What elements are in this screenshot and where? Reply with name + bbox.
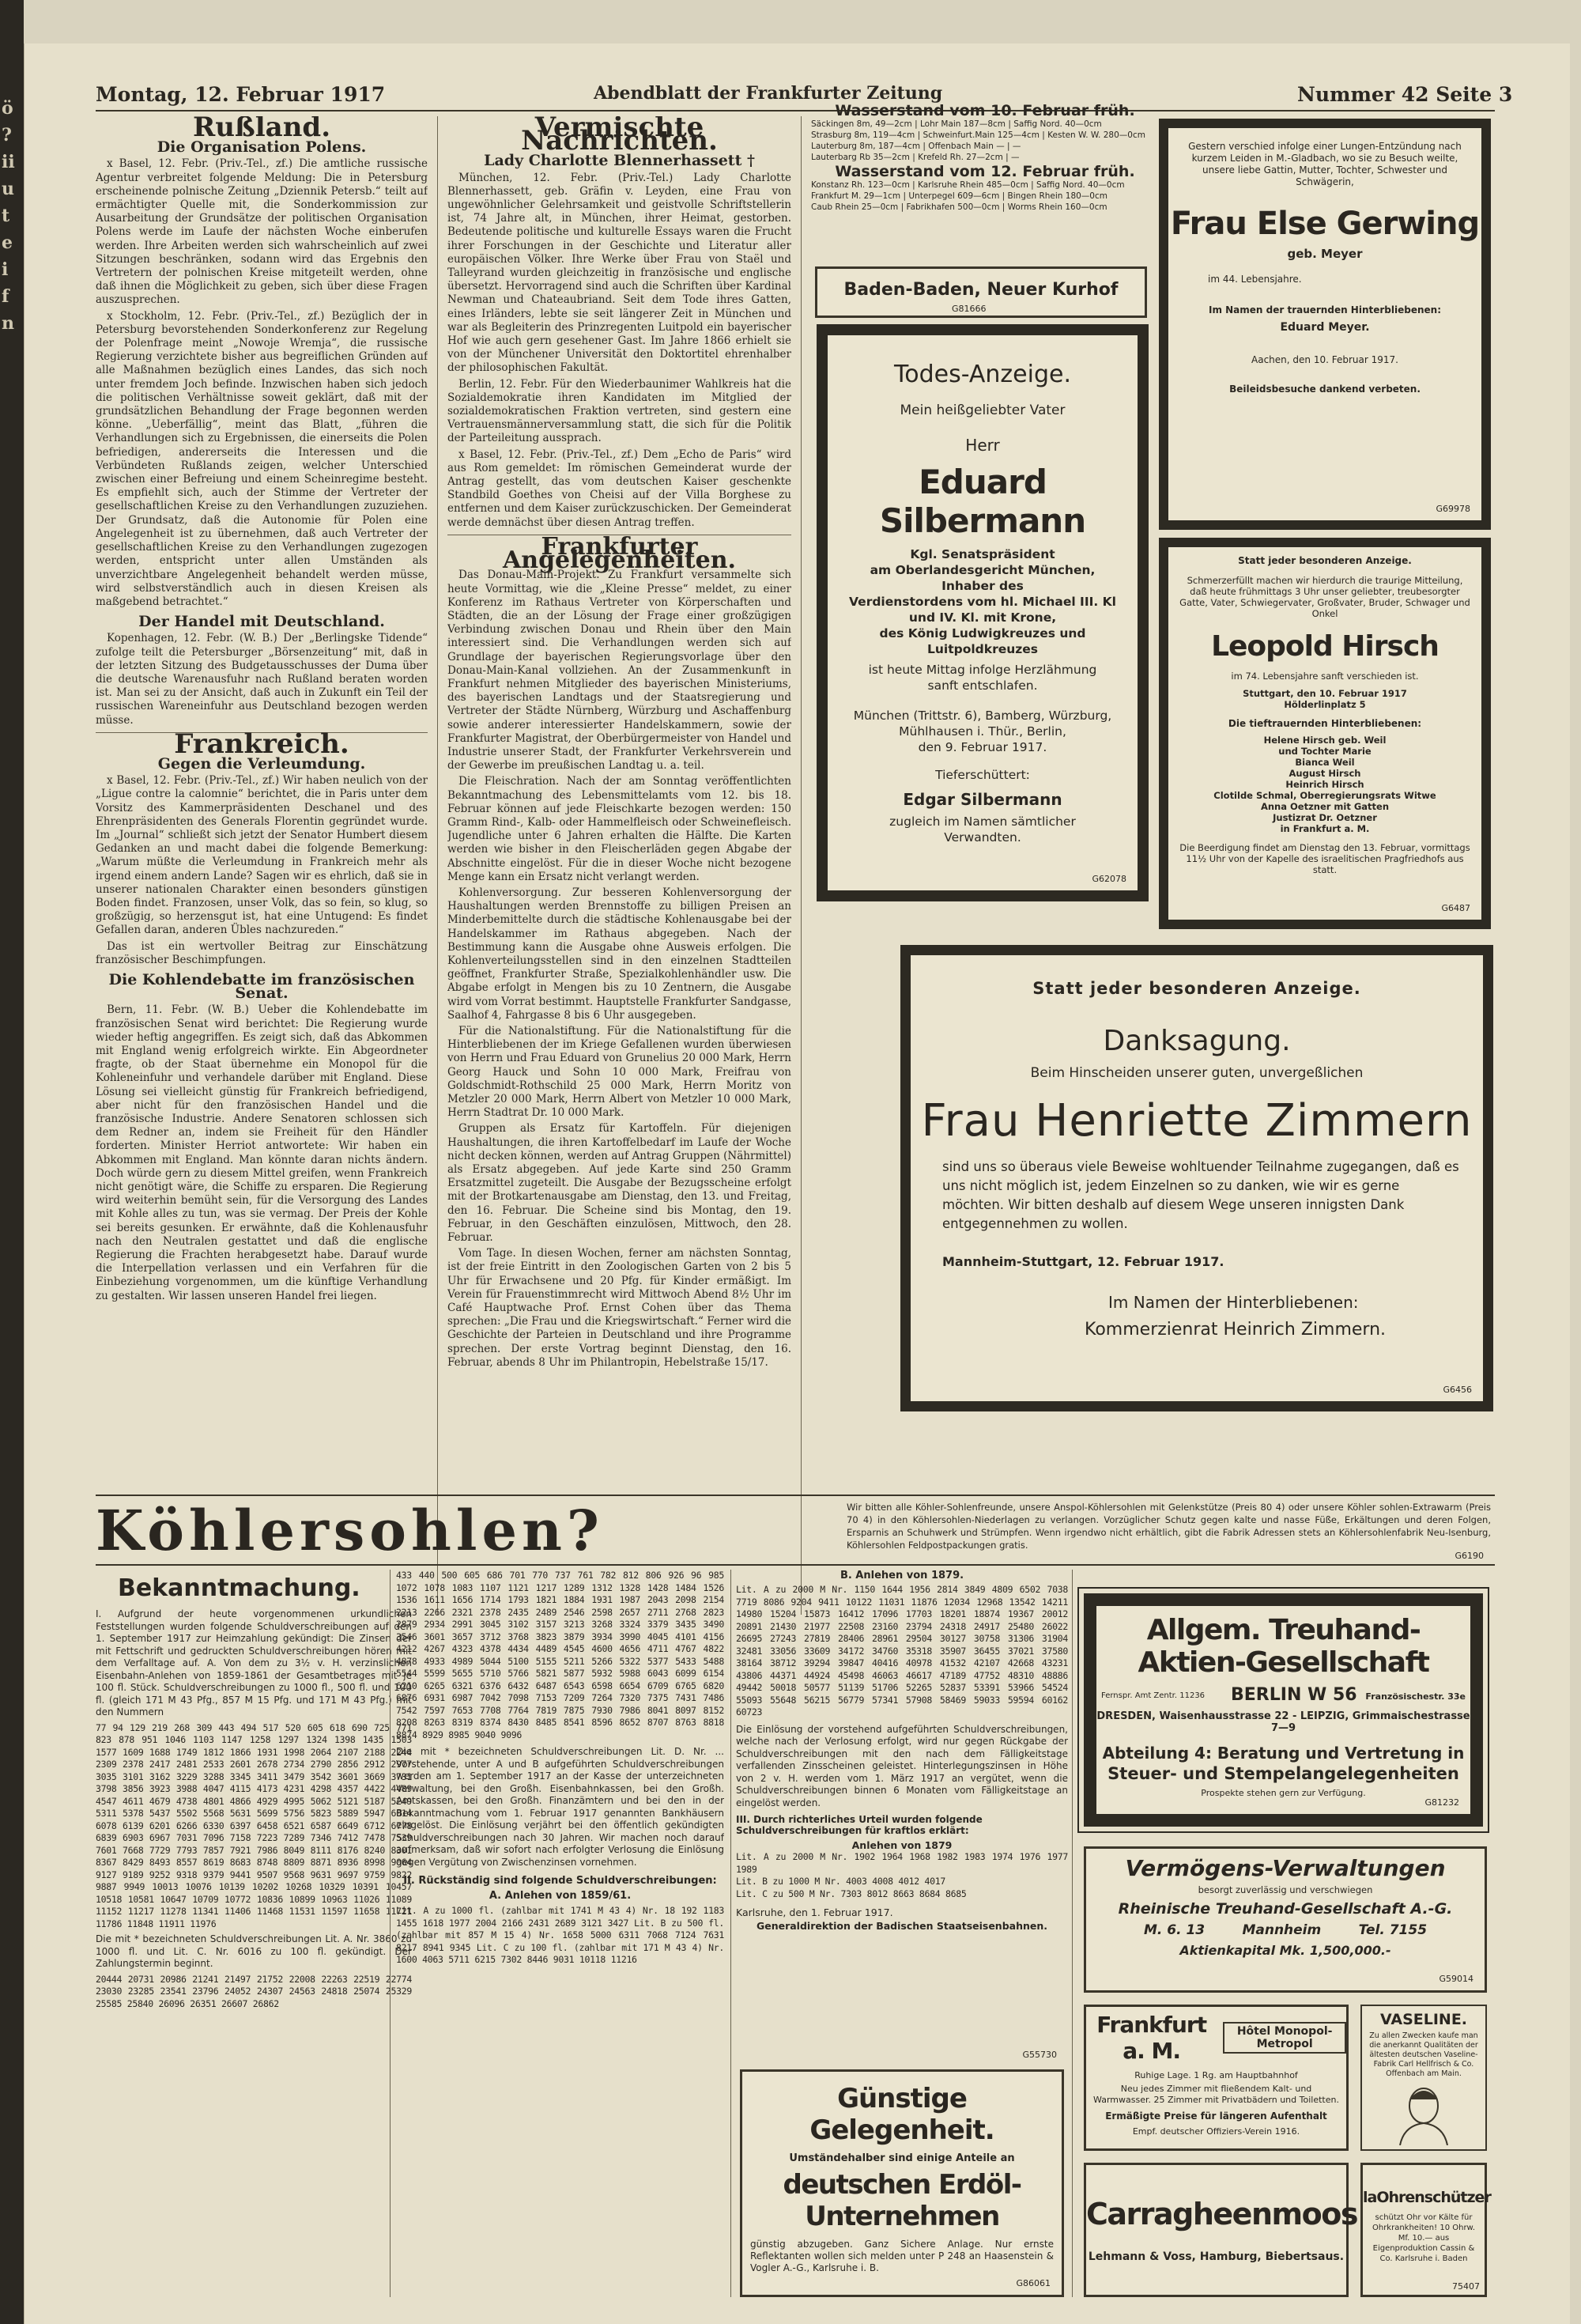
- ad-body: Wir bitten alle Köhler-Sohlenfreunde, unsere Anspol-Köhlersohlen mit Gelenkstütze (Preis 80 4) oder unsere Köhler sohlen-Extrawarm (Preis 70 4) in den Köhlersohlen-Niederlagen zu verlangen. Vorzüglicher Schutz gegen kalte und nasse Füße, Erkältungen und deren Folgen, Ersparnis an Schuhwerk und Strümpfen. Wenn irgendwo nicht erhältlich, gibt die Fabrik Adressen stets an Köhlersohlenfabrik Neu-Isenburg, Köhlersohlen Feldpostpackungen gratis.: [847, 1502, 1491, 1551]
- ad-title: Danksagung.: [1103, 1025, 1291, 1057]
- article-paragraph: Bern, 11. Febr. (W. B.) Ueber die Kohlendebatte im französischen Senat wird berichtet: Die Regierung wurde wieder heftig angegriffen. Es zeigt sich, daß das Abkommen mit England wenig erfolgreich wirkte. Ein Abgeordneter fragte, ob der Staat übernehme ein Monopol für die Kohleneinfuhr und verhandele darüber mit England. Diese Lösung sei vielleicht günstig für Frankreich befriedigend, aber nicht für den französischen Handel und die französische Industrie. Andere Senatoren schlossen sich dem Redner an, indem sie Freiheit für den Händler forderten. Minister Herriot antwortete: Wir haben ein Abkommen mit England. Man könnte daran nichts ändern. Doch würde gern zu diesem Mittel greifen, wenn Frankreich nicht genötigt wäre, die Schiffe zu ersparen. Die Regierung wird weiterhin bemüht sein, für die Versorgung des Landes mit Kohle alles zu tun, was sie vermag. Der Preis der Kohle sei bereits gesunken. Er erwähnte, daß die Kohlenausfuhr nach den Neutralen gestattet und daß die englische Regierung die Frachten herabgesetzt habe. Darauf wurde die Interpellation verlassen und ein Verfahren für die Einbeziehung vorgenommen, um die künftige Verhandlung zu gestalten. Wir lassen unseren Handel frei liegen.: [96, 1003, 428, 1302]
- wasserstand: [811, 102, 1159, 255]
- ad-ohrenschuetzer: [1360, 2163, 1491, 2297]
- number-table: Lit. A zu 2000 M Nr. 1150 1644 1956 2814 3849 4809 6502 7038 7719 8086 9204 9411 10122 11031 11876 12034 12968 13542 14211 14980 15204 15873 16412 17096 17703 18201 18874 19367 20012 20891 21430 21977 22508 23160 23794 24318 24917 25480 26022 26695 27243 27819 28406 28961 29504 30127 30758 31306 31904 32481 33056 33609 34172 34760 35318 35907 36455 37021 37580 38164 38712 39294 39847 40416 40978 41532 42107 42668 43231 43806 44371 44924 45498 46063 46617 47189 47752 48310 48886 49442 50018 50577 51139 51706 52265 52837 53391 53966 54524 55093 55648 56215 56779 57341 57908 58469 59033 59594 60162 60723: [736, 1584, 1068, 1717]
- adjacent-page-edge: [0, 0, 24, 2324]
- ad-treuhand: [1084, 1593, 1483, 1827]
- ad-hotel-name: Hôtel Monopol-Metropol: [1223, 2022, 1346, 2054]
- ad-todesanzeige-gerwing: [1159, 119, 1491, 530]
- ad-ref: G81232: [1424, 1797, 1459, 1808]
- bekanntmachung-intro: I. Aufgrund der heute vorgenommenen urkundlichen Feststellungen wurden folgende Schuldverschreibungen auf den 1. September 1917 zur Heimzahlung gekündigt: Die Zinsen der mit Fettschrift und gedruckten Schuldverschreibungen hören mit dem Verfalltage auf. A. Von dem zu 3½ v. H. verzinslichen Eisenbahn-Anlehen von 1859-1861 der Gesamtbetrages mit je 100 fl. Stück. Schuldverschreibungen zu 1000 fl., 500 fl. und 100 fl. (gleich 171 M 43 Pfg., 857 M 15 Pfg. und 171 M 43 Pfg.) mit den Nummern: [96, 1608, 412, 1717]
- column-divider: [730, 1570, 731, 2297]
- column-divider: [1072, 1570, 1073, 2297]
- ad-line: Neu jedes Zimmer mit fließendem Kalt- und Warmwasser. 25 Zimmer mit Privatbädern und Toiletten.: [1093, 2084, 1339, 2105]
- section-frankfurt: Frankfurter Angelegenheiten.: [502, 532, 736, 575]
- article-paragraph: Gruppen als Ersatz für Kartoffeln. Für diejenigen Haushaltungen, die ihren Kartoffelbedarf im Laufe der Woche nicht decken können, werden auf Antrag Gruppen (Nährmittel) als Ersatz abgegeben. Auf jede Karte sind 250 Gramm Ersatzmittel zugeteilt. Die Ausgabe der Bezugsscheine erfolgt mit der Brotkartenausgabe am Dienstag, den 13. und Freitag, den 16. Februar. Die Scheine sind bis Montag, den 19. Februar, in den Geschäften einzulösen, Mittwoch, den 28. Februar.: [447, 1122, 791, 1245]
- ad-todesanzeige-silbermann: [817, 324, 1149, 901]
- number-table: 77 94 129 219 268 309 443 494 517 520 605 618 690 725 771 823 878 951 1046 1103 1147 1258 1297 1324 1398 1435 1503 1577 1609 1688 1749 1812 1866 1931 1998 2064 2107 2188 2244 2309 2378 2417 2481 2533 2601 2678 2734 2790 2856 2912 2977 3035 3101 3162 3229 3288 3345 3411 3479 3542 3601 3669 3731 3798 3856 3923 3988 4047 4115 4173 4231 4298 4357 4422 4489 4547 4611 4679 4738 4801 4866 4929 4995 5062 5121 5187 5249 5311 5378 5437 5502 5568 5631 5699 5756 5823 5889 5947 6014 6078 6139 6201 6266 6330 6397 6458 6521 6587 6649 6712 6778 6839 6903 6967 7031 7096 7158 7223 7289 7346 7412 7478 7539 7601 7668 7729 7793 7857 7921 7986 8049 8111 8176 8240 8301 8367 8429 8493 8557 8619 8683 8748 8809 8871 8936 8998 9064 9127 9189 9252 9318 9379 9441 9507 9568 9631 9697 9759 9822 9887 9949 10013 10076 10139 10202 10268 10329 10391 10457 10518 10581 10647 10709 10772 10836 10899 10963 11026 11089 11152 11217 11278 11341 11406 11468 11531 11597 11658 11721 11786 11848 11911 11976: [96, 1721, 412, 1929]
- section-vermischtes: Vermischte Nachrichten.: [521, 116, 718, 157]
- bekanntmachung-col-1: [96, 1570, 412, 2297]
- bekanntmachung-subhead: III. Durch richterliches Urteil wurden folgende Schuldverschreibungen für kraftlos erklärt:: [736, 1814, 983, 1836]
- ad-title: Carragheenmoos: [1086, 2197, 1357, 2231]
- ad-ref: G6487: [1441, 903, 1470, 913]
- column-1: [96, 116, 428, 1615]
- ad-title: Vermögens-Verwaltungen: [1125, 1855, 1446, 1881]
- ad-branches: DRESDEN, Waisenhausstrasse 22 - LEIPZIG, Grimmaischestrasse 7—9: [1096, 1710, 1470, 1734]
- ad-line: Die Beerdigung findet am Dienstag den 13. Februar, vormittags 11½ Uhr von der Kapelle des israelitischen Pragfriedhofs aus statt.: [1179, 842, 1470, 875]
- bekanntmachung-col-2: [396, 1570, 724, 2297]
- ad-line: Tieferschüttert:: [935, 768, 1030, 782]
- ad-body: günstig abzugeben. Ganz Sichere Anlage. Nur ernste Reflektanten wollen sich melden unter P 248 an Haasenstein & Vogler A.-G., Karlsruhe i. B.: [750, 2239, 1054, 2273]
- ad-name: Frau Henriette Zimmern: [921, 1095, 1473, 1147]
- ad-line: Im Namen der trauernden Hinterbliebenen:: [1208, 304, 1442, 316]
- article-paragraph: x Basel, 12. Febr. (Priv.-Tel., zf.) Dem „Echo de Paris“ wird aus Rom gemeldet: Im römischen Gemeinderat wurde der Antrag gestellt, das vom deutschen Kaiser geschenkte Standbild Goethes von Cheisi auf der Villa Borghese zu entfernen und dem Kaiser zurückzuschicken. Der Gemeinderat werde demnächst über diesen Antrag treffen.: [447, 448, 791, 529]
- ad-guenstige-gelegenheit: [740, 2069, 1064, 2297]
- ad-title: laOhrenschützer: [1363, 2189, 1491, 2206]
- ad-body: schützt Ohr vor Kälte für Ohrkrankheiten! 10 Ohrw. Mf. 10.— aus Eigenproduktion Cassin & Co. Karlsruhe i. Baden: [1372, 2213, 1475, 2263]
- ad-head: Statt jeder besonderen Anzeige.: [1238, 555, 1412, 566]
- ad-line: Ermäßigte Preise für längeren Aufenthalt: [1105, 2110, 1327, 2122]
- ad-ref: G55730: [1022, 2050, 1057, 2060]
- ad-line: Herr: [965, 436, 1000, 455]
- ad-name: Leopold Hirsch: [1211, 630, 1439, 663]
- ad-hotel-monopol: [1084, 2005, 1349, 2151]
- ad-line: Mein heißgeliebter Vater: [900, 402, 1066, 418]
- ad-lines: ist heute Mittag infolge Herzlähmung sanft entschlafen.: [868, 663, 1097, 693]
- ad-lines: Kgl. Senatspräsident am Oberlandesgericht München, Inhaber des Verdienstordens vom hl. Michael III. Kl und IV. Kl. mit Krone, des König Ludwigkreuzes und Luitpoldkreuzes: [849, 547, 1116, 656]
- ad-hotel-head: [1086, 2012, 1346, 2064]
- headline-kohlendebatte: Die Kohlendebatte im französischen Senat.: [108, 970, 415, 1003]
- article-paragraph: München, 12. Febr. (Priv.-Tel.) Lady Charlotte Blennerhassett, geb. Gräfin v. Leyden, eine Frau von ungewöhnlicher Gelehrsamkeit und geistvolle Schriftstellerin ist, 74 Jahre alt, in München, ihrer Heimat, gestorben. Bedeutende politische und kulturelle Essays waren die Frucht ihrer Forschungen in der Geschichte und Literatur aller europäischen Völker. Ihre Werke über Frau von Staël und Talleyrand wurden gleichzeitig in französische und englische übersetzt. Hervorragend sind auch die Schriften über Kardinal Newman und Chateaubriand. Seit dem Tode ihres Gatten, eines Irländers, lebte sie seit längerer Zeit in München und war als Begleiterin des Prinzregenten Luitpold ein bayerischer Hof wie auch gern gesehener Gast. Im Jahre 1866 erhielt sie von der Münchener Universität den Doktortitel ehrenhalber der philosophischen Fakultät.: [447, 171, 791, 375]
- article-paragraph: Kopenhagen, 12. Febr. (W. B.) Der „Berlingske Tidende“ zufolge teilt die Petersburger „Börsenzeitung“ mit, daß in der letzten Sitzung des Budgetausschusses der Duma über die deutsche Warenausfuhr nach Rußland beraten worden ist. Man sei zu der Ansicht, daß auch in Zukunft ein Teil der russischen Wareneinfuhr aus Deutschland bezogen werden müsse.: [96, 632, 428, 727]
- header-paper: Abendblatt der Frankfurter Zeitung: [594, 83, 943, 104]
- ad-title: Todes-Anzeige.: [894, 361, 1071, 388]
- bekanntmachung-note: Die mit * bezeichneten Schuldverschreibungen Lit. A. Nr. 3860 zu 1000 fl. und Lit. C. Nr. 6016 zu 100 fl. gekündigt. Der Zahlungstermin beginnt.: [96, 1933, 412, 1969]
- headline-blennerhassett: Lady Charlotte Blennerhassett †: [484, 152, 755, 170]
- ad-signer: Edgar Silbermann: [903, 790, 1062, 809]
- ad-name: Eduard Silbermann: [879, 463, 1086, 540]
- article-paragraph: Vom Tage. In diesen Wochen, ferner am nächsten Sonntag, ist der freie Eintritt in den Zoologischen Garten von 2 bis 5 Uhr für Erwachsene und 20 Pfg. für Kinder ermäßigt. Im Verein für Frauenstimmrecht wird Mittwoch Abend 8½ Uhr im Café Hauptwache Prof. Ernst Cohen über das Thema sprechen: „Die Frau und die Kriegswirtschaft.“ Ferner wird die Geschichte der Parteien in Deutschland und ihre Programme sprechen. Der erste Vortrag beginnt Dienstag, den 16. Februar, abends 8 Uhr im Philantropin, Hebelstraße 15/17.: [447, 1247, 791, 1369]
- article-paragraph: Die Fleischration. Nach der am Sonntag veröffentlichten Bekanntmachung des Lebensmittelamts vom 12. bis 18. Februar können auf jede Fleischkarte bezogen werden: 150 Gramm Rind-, Kalb- oder Hammelfleisch oder Schweinefleisch. Jugendliche unter 6 Jahren erhalten die Hälfte. Die Karten werden wie bisher in den Fleischerläden gegen Abgabe der Abschnitte eingelöst. Für die in dieser Woche nicht bezogene Menge kann ein Ersatz nicht verlangt werden.: [447, 775, 791, 883]
- bekanntmachung-col-3: [736, 1570, 1068, 2060]
- column-divider: [437, 116, 438, 1615]
- ad-baden-text: Baden-Baden, Neuer Kurhof: [843, 280, 1119, 300]
- ad-line: Beim Hinscheiden unserer guten, unvergeßlichen: [1030, 1065, 1364, 1081]
- column-divider: [390, 1570, 391, 2297]
- ad-city: Frankfurt a. M.: [1096, 2012, 1207, 2064]
- headline-handel: Der Handel mit Deutschland.: [138, 613, 385, 631]
- ad-ref: G6456: [1443, 1385, 1472, 1395]
- bekanntmachung-subhead: A. Anlehen von 1859/61.: [489, 1890, 632, 1902]
- ad-vaseline: [1360, 2005, 1487, 2151]
- ad-addr: M. 6. 13 Mannheim Tel. 7155: [1143, 1922, 1428, 1938]
- ad-firm: Rheinische Treuhand-Gesellschaft A.-G.: [1118, 1900, 1453, 1918]
- article-paragraph: Das ist ein wertvoller Beitrag zur Einschätzung französischer Beschimpfungen.: [96, 939, 428, 966]
- ad-title: Köhlersohlen?: [96, 1498, 604, 1563]
- ad-ref: G81666: [952, 304, 987, 314]
- ad-line: im 74. Lebensjahre sanft verschieden ist.: [1231, 671, 1419, 682]
- bust-illustration-icon: [1388, 2082, 1459, 2145]
- ad-ref: 75407: [1452, 2281, 1480, 2292]
- wasserstand-rows-2: Konstanz Rh. 123—0cm | Karlsruhe Rhein 485—0cm | Saffig Nord. 40—0cm Frankfurt M. 29—1cm | Unterpegel 609—6cm | Bingen Rhein 180—0cm Caub Rhein 25—0cm | Fabrikhafen 500—0cm | Worms Rhein 160—0cm: [811, 180, 1125, 212]
- ad-intro: Schmerzerfüllt machen wir hierdurch die traurige Mitteilung, daß heute frühmittags 3 Uhr unser geliebter, treubesorgter Gatte, Vater, Schwiegervater, Großvater, Bruder, Schwager und Onkel: [1179, 575, 1470, 619]
- ad-city: BERLIN W 56: [1231, 1685, 1357, 1705]
- column-divider: [801, 116, 802, 1615]
- ad-koehlersohlen: [96, 1495, 1495, 1566]
- header-number: Nummer 42 Seite 3: [1297, 83, 1513, 106]
- number-table: Lit. A zu 2000 M Nr. 1902 1964 1968 1982 1983 1974 1976 1977 1989 Lit. B zu 1000 M Nr. 4003 4008 4012 4017 Lit. C zu 500 M Nr. 7303 8012 8663 8684 8685: [736, 1851, 1068, 1899]
- number-table: Lit. A zu 1000 fl. (zahlbar mit 1741 M 43 4) Nr. 18 192 1183 1455 1618 1977 2004 2166 2431 2689 3121 3427 Lit. B zu 500 fl. (zahlbar mit 857 M 15 4) Nr. 1658 5000 6311 7068 7124 7631 8217 8941 9345 Lit. C zu 100 fl. (zahlbar mit 171 M 43 4) Nr. 1600 4063 5711 6215 7302 8446 9031 10118 11216: [396, 1905, 724, 1965]
- ad-firm: Lehmann & Voss, Hamburg, Biebertsaus.: [1088, 2250, 1345, 2263]
- article-paragraph: x Basel, 12. Febr. (Priv.-Tel., zf.) Die amtliche russische Agentur verbreitet folgende Meldung: Die in Petersburg erscheinende polnische Zeitung „Dziennik Petersb.“ teilt auf ermächtigter Quelle mit, die Sonderkommission zur Ausarbeitung der Grundsätze der politischen Organisation Polens werde im Laufe der nächsten Woche einberufen werden. Ihre Arbeiten werden sich wahrscheinlich auf zwei Sitzungen beschränken, sodann wird das Ergebnis den Vertretern der polnischen Kreise mitgeteilt werden, ohne daß ihnen die Möglichkeit zu geben, sich über diese Fragen auszusprechen.: [96, 157, 428, 307]
- section-russland: Rußland.: [192, 116, 331, 143]
- ad-intro: Gestern verschied infolge einer Lungen-Entzündung nach kurzem Leiden in M.-Gladbach, wo sie zu Besuch weilte, unsere liebe Gattin, Mutter, Tochter, Schwester und Schwägerin,: [1188, 141, 1462, 187]
- ad-vermoegensverwaltung: [1084, 1846, 1487, 1993]
- ad-big: deutschen Erdöl-Unternehmen: [783, 2169, 1021, 2232]
- edge-glyphs: ö ? ii u t e i f n: [2, 98, 15, 334]
- ad-line: Im Namen der Hinterbliebenen:: [1108, 1293, 1359, 1312]
- ad-line: Aachen, den 10. Februar 1917.: [1251, 354, 1398, 365]
- bekanntmachung-subhead: B. Anlehen von 1879.: [840, 1570, 964, 1581]
- wasserstand-title-1: Wasserstand vom 10. Februar früh.: [835, 102, 1135, 119]
- ad-line: besorgt zuverlässig und verschwiegen: [1198, 1884, 1373, 1895]
- article-paragraph: x Stockholm, 12. Febr. (Priv.-Tel., zf.) Bezüglich der in Petersburg bevorstehenden Sonderkonferenz zur Regelung der Polenfrage meint „Nowoje Wremja“, die russische Regierung verzichtete bisher aus begreiflichen Gründen auf alle Maßnahmen bezüglich eines Landes, das sich noch unter fremdem Joch befinde. Inzwischen haben sich jedoch die politischen Verhältnisse soweit geklärt, daß mit der grundsätzlichen Behandlung der Frage begonnen werden könne. „Ueberfällig“, meint das Blatt, „führen die Verhandlungen sich zu Ergebnissen, die einerseits die Polen befriedigen, andererseits die Interessen und die Verbündeten Rußlands zeigen, welcher Unterschied zwischen einer Befreiung und einem Scheinregime besteht. Es empfiehlt sich, auch der Stimme der Vertreter der gesellschaftlichen Kreise zu den Verhandlungen zuzuziehen. Der Grundsatz, daß die Autonomie für Polen eine Angelegenheit ist zu übernehmen, daß auch Vertreter der gesellschaftlichen Kreise zu den Verhandlungen zugezogen werden, entspricht unter allen Umständen als unverzichtbare Angelegenheit behandelt werden müsse, wird selbstverständlich auch in diesen Kreisen als maßgebend betrachtet.“: [96, 309, 428, 608]
- ad-ref: G69978: [1436, 504, 1470, 514]
- newspaper-page: [24, 43, 1570, 2324]
- header-rule: [96, 110, 1495, 111]
- bekanntmachung-subhead: II. Rückständig sind folgende Schuldverschreibungen:: [403, 1875, 717, 1887]
- number-table: 20444 20731 20986 21241 21497 21752 22008 22263 22519 22774 23030 23285 23541 23796 24052 24307 24563 24818 25074 25329 25585 25840 26096 26351 26607 26862: [96, 1973, 412, 2009]
- bekanntmachung-title: Bekanntmachung.: [118, 1574, 360, 1602]
- ad-ref: G59014: [1439, 1974, 1473, 1984]
- ad-line: Die tieftrauernden Hinterbliebenen:: [1228, 718, 1422, 729]
- ad-tel: Fernspr. Amt Zentr. 11236: [1101, 1691, 1206, 1700]
- article-paragraph: Berlin, 12. Febr. Für den Wiederbaunimer Wahlkreis hat die Sozialdemokratie ihren Kandidaten im Mitglied der sozialdemokratischen Fraktion vertreten, sind gestern eine Vertrauensmännerversammlung statt, die sich für die Politik der Parteileitung aussprach.: [447, 377, 791, 445]
- ad-list: Helene Hirsch geb. Weil und Tochter Marie Bianca Weil August Hirsch Heinrich Hirsch Clotilde Schmal, Oberregierungsrats Witwe Anna Oetzner mit Gatten Justizrat Dr. Oetzner in Frankfurt a. M.: [1213, 735, 1436, 834]
- bekanntmachung-sign: Generaldirektion der Badischen Staatseisenbahnen.: [756, 1920, 1048, 1932]
- ad-baden-baden: [815, 266, 1147, 318]
- ad-dept: Steuer- und Stempelangelegenheiten: [1107, 1764, 1459, 1783]
- ad-address-row: [1096, 1685, 1470, 1709]
- ad-ref: G86061: [1016, 2278, 1051, 2288]
- column-2: [447, 116, 791, 1615]
- number-table: 433 440 500 605 686 701 770 737 761 782 812 806 926 96 985 1072 1078 1083 1107 1121 1217 1289 1312 1328 1428 1484 1526 1536 1611 1656 1714 1793 1821 1884 1931 1987 2043 2098 2154 2213 2266 2321 2378 2435 2489 2546 2598 2657 2711 2768 2823 2879 2934 2991 3045 3102 3157 3213 3268 3324 3379 3435 3490 3546 3601 3657 3712 3768 3823 3879 3934 3990 4045 4101 4156 4212 4267 4323 4378 4434 4489 4545 4600 4656 4711 4767 4822 4878 4933 4989 5044 5100 5155 5211 5266 5322 5377 5433 5488 5544 5599 5655 5710 5766 5821 5877 5932 5988 6043 6099 6154 6210 6265 6321 6376 6432 6487 6543 6598 6654 6709 6765 6820 6876 6931 6987 7042 7098 7153 7209 7264 7320 7375 7431 7486 7542 7597 7653 7708 7764 7819 7875 7930 7986 8041 8097 8152 8208 8263 8319 8374 8430 8485 8541 8596 8652 8707 8763 8818 8874 8929 8985 9040 9096: [396, 1570, 724, 1740]
- bekanntmachung-subhead: Anlehen von 1879: [851, 1839, 953, 1851]
- ad-signer: Kommerzienrat Heinrich Zimmern.: [1085, 1320, 1387, 1340]
- ad-line: Beileidsbesuche dankend verbeten.: [1229, 384, 1421, 395]
- wasserstand-title-2: Wasserstand vom 12. Februar früh.: [835, 163, 1135, 180]
- ad-line: Ruhige Lage. 1 Rg. am Hauptbahnhof: [1134, 2070, 1298, 2080]
- ad-lines: München (Trittstr. 6), Bamberg, Würzburg, Mühlhausen i. Thür., Berlin, den 9. Februar 1917.: [853, 709, 1112, 754]
- ad-lines: Stuttgart, den 10. Februar 1917 Hölderlinplatz 5: [1243, 688, 1407, 710]
- ad-addr: Französischestr. 33e: [1365, 1691, 1466, 1702]
- wasserstand-rows-1: Säckingen 8m, 49—2cm | Lohr Main 187—8cm | Saffig Nord. 40—0cm Strasburg 8m, 119—4cm | Schweinfurt.Main 125—4cm | Kesten W. W. 280—0cm Lauterburg 8m, 187—4cm | Offenbach Main — | — Lauterbarg Rb 35—2cm | Krefeld Rh. 27—2cm | —: [811, 119, 1145, 162]
- ad-line: Empf. deutscher Offiziers-Verein 1916.: [1132, 2126, 1300, 2137]
- bekanntmachung-text: Die Einlösung der vorstehend aufgeführten Schuldverschreibungen, welche nach der Verlosung erfolgt, wird nur gegen Rückgabe der Schuldverschreibungen mit den nach dem Fälligkeitstage verfallenden Zinsscheinen geleistet. Hinterlegungszinsen in Höhe von 2 v. H. werden vom 1. März 1917 an vergütet, wenn die Schuldverschreibungen binnen 6 Monaten vom Fälligkeitstage an eingelöst werden.: [736, 1723, 1068, 1808]
- ad-dept: Abteilung 4: Beratung und Vertretung in: [1102, 1744, 1465, 1763]
- article-paragraph: x Basel, 12. Febr. (Priv.-Tel., zf.) Wir haben neulich von der „Ligue contre la calomnie“ berichtet, die in Paris unter dem Vorsitz des Kammerpräsidenten Deschanel und des Ehrenpräsidenten des Generals Florentin gegründet wurde. Im „Journal“ schließt sich jetzt der Senator Humbert diesem Gedanken an und macht dabei die folgende Bemerkung: „Warum müßte die Verleumdung in Frankreich mehr als irgend einem andern Lande? Sagen wir es ehrlich, daß sie in unserer nationalen Charakter einen besonders günstigen Boden findet. Franzosen, unser Volk, das so fein, so klug, so großzügig, so herzensgut ist, hat eine Untugend: Es findet Gefallen daran, anderen Übles nachzureden.“: [96, 774, 428, 937]
- ad-body: Zu allen Zwecken kaufe man die anerkannt Qualitäten der ältesten deutschen Vaseline-Fabrik Carl Hellfrisch & Co. Offenbach am Main.: [1369, 2031, 1478, 2078]
- ad-line: geb. Meyer: [1287, 247, 1363, 261]
- article-paragraph: Kohlenversorgung. Zur besseren Kohlenversorgung der Haushaltungen werden Brennstoffe zu billigen Preisen an Minderbemittelte durch die städtische Kohlenausgabe bei der Handelskammer im Rathaus abgegeben. Nach der Bestimmung kann die Ausgabe ohne Ausweis erfolgen. Die Kohlenverteilungsstellen sind in den einzelnen Stadtteilen geöffnet, Frankfurter Straße, Spezialkohlenhändler usw. Die Abgabe erfolgt in Mengen bis zu 10 Zentnern, die Ausgabe wird vom Vorrat bestimmt. Hauptstelle Frankfurter Sandgasse, Saalhof 4, Fahrgasse 8 bis 6 Uhr ausgegeben.: [447, 886, 791, 1022]
- bekanntmachung-text: Die mit * bezeichneten Schuldverschreibungen Lit. D. Nr. ... Vorstehende, unter A und B aufgeführten Schuldverschreibungen werden am 1. September 1917 an der Kasse der unterzeichneten Verwaltung, bei den Großh. Eisenbahnkassen, bei den Großh. Amtskassen, bei den Großh. Finanzämtern und bei den in der Bekanntmachung vom 1. Februar 1917 genannten Bankhäusern eingelöst. Die Einlösung verjährt bei den öffentlich gekündigten Schuldverschreibungen nach 30 Jahren. Wir machen noch darauf aufmerksam, daß wir sofort nach erfolgter Verlosung die Einlösung gegen Vergütung von Zwischenzinsen vornehmen.: [396, 1746, 724, 1868]
- ad-lines: zugleich im Namen sämtlicher Verwandten.: [889, 814, 1076, 845]
- ad-title: Günstige Gelegenheit.: [809, 2083, 994, 2146]
- ad-body: sind uns so überaus viele Beweise wohltuender Teilnahme zugegangen, daß es uns nicht möglich ist, jedem Einzelnen so zu danken, wie wir es gerne möchten. Wir bitten deshalb auf diesem Wege unseren innigsten Dank entgegennehmen zu wollen.: [942, 1159, 1459, 1231]
- ad-danksagung-zimmern: [900, 945, 1493, 1411]
- headline-polen: Die Organisation Polens.: [157, 138, 367, 157]
- ad-signer: Eduard Meyer.: [1280, 321, 1370, 334]
- ad-todesanzeige-hirsch: [1159, 538, 1491, 929]
- ad-note: Prospekte stehen gern zur Verfügung.: [1201, 1788, 1366, 1798]
- ad-line: im 44. Lebensjahre.: [1208, 274, 1302, 285]
- ad-ref: G6190: [1455, 1551, 1484, 1561]
- bekanntmachung-place: Karlsruhe, den 1. Februar 1917.: [736, 1906, 893, 1918]
- ad-line: Umständehalber sind einige Anteile an: [789, 2152, 1015, 2164]
- ad-head: Statt jeder besonderen Anzeige.: [1032, 979, 1361, 998]
- ad-line: Mannheim-Stuttgart, 12. Februar 1917.: [942, 1254, 1224, 1269]
- ad-capital: Aktienkapital Mk. 1,500,000.-: [1179, 1943, 1391, 1958]
- headline-verleumdung: Gegen die Verleumdung.: [157, 754, 366, 773]
- section-frankreich: Frankreich.: [174, 727, 349, 760]
- article-paragraph: Für die Nationalstiftung. Für die Nationalstiftung für die Hinterbliebenen der im Kriege Gefallenen wurden überwiesen von Herrn und Frau Eduard von Grunelius 20 000 Mark, Herrn Georg Hauck und Sohn 10 000 Mark, Freifrau von Goldschmidt-Rothschild 25 000 Mark, Herrn Moritz von Metzler 20 000 Mark, Herrn Albert von Metzler 10 000 Mark, Herrn Stadtrat Dr. 10 000 Mark.: [447, 1025, 791, 1120]
- header-date: Montag, 12. Februar 1917: [96, 83, 386, 106]
- ad-carragheenmoos: [1084, 2163, 1357, 2297]
- article-paragraph: Das Donau-Main-Projekt. Zu Frankfurt versammelte sich heute Vormittag, wie die „Kleine Presse“ meldet, zu einer Konferenz im Rathaus Vertreter von Körperschaften und Städten, die an der Lösung der Frage einer großzügigen Verbindung zwischen Donau und Rhein über den Main interessiert sind. Die Verhandlungen werden sich auf Grundlage der bayerischen Regierungsvorlage über den Donau-Main-Kanal vollziehen. An der Zusammenkunft in Frankfurt nehmen Mitglieder des bayerischen Ministeriums, des bayerischen Landtags und der Staatsregierung und Vertreter der Städte Nürnberg, Würzburg und Aschaffenburg sowie anderer interessierter Handelskammern, sowie der Frankfurter Magistrat, der Oberbürgermeister von Handel und Industrie unserer Stadt, der Frankfurter Verkehrsverein und der Gewerbe im preußischen Landtag u. a. teil.: [447, 569, 791, 773]
- ad-name: Frau Else Gerwing: [1170, 206, 1480, 242]
- ad-title: Allgem. Treuhand-Aktien-Gesellschaft: [1138, 1614, 1429, 1679]
- ad-title: VASELINE.: [1379, 2011, 1468, 2028]
- ad-ref: G62078: [1092, 874, 1126, 884]
